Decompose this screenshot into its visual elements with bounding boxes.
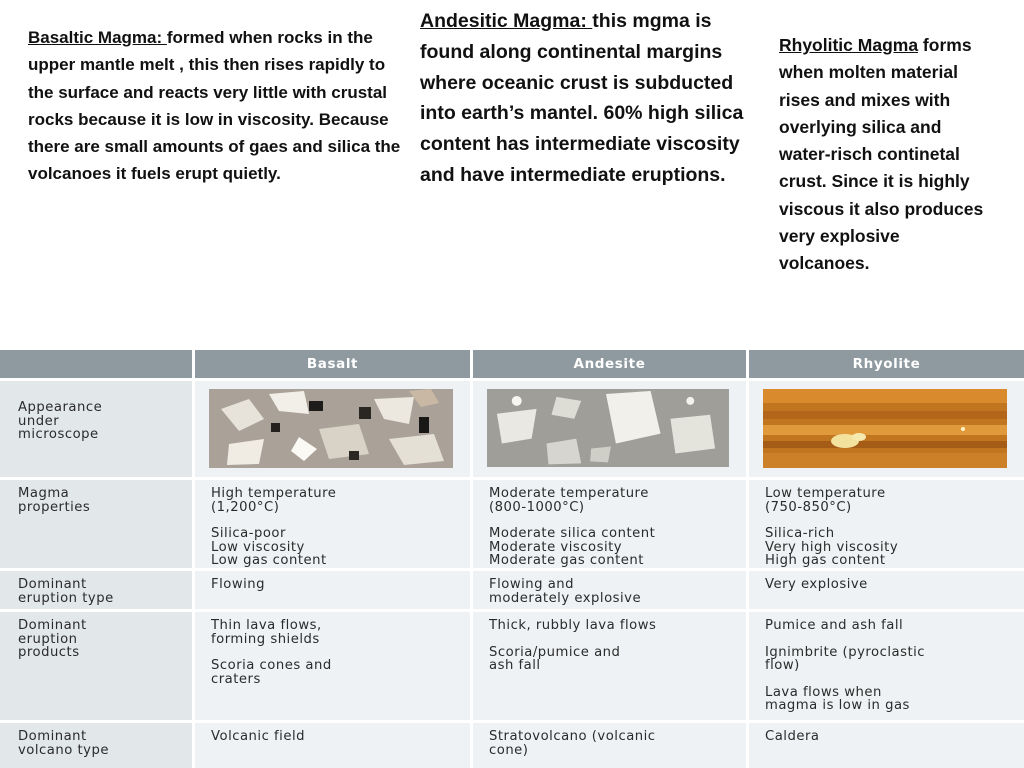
- value-line: Lava flows when: [765, 684, 882, 700]
- value-line: Moderate temperature: [489, 486, 649, 501]
- row-label-eruption-products: [0, 612, 192, 720]
- andesite-properties: [473, 480, 746, 568]
- rhyolite-properties: [749, 480, 1024, 568]
- value-line: High temperature: [211, 486, 337, 501]
- andesite-micrograph-cell: [473, 381, 746, 477]
- label-line: eruption: [18, 631, 78, 647]
- andesitic-magma-note: [420, 6, 755, 191]
- value-line: Very explosive: [765, 577, 868, 592]
- value-line: forming shields: [211, 631, 320, 647]
- rhyolite-micrograph-cell: [749, 381, 1024, 477]
- value-line: Stratovolcano (volcanic: [489, 729, 656, 744]
- basaltic-magma-text: formed when rocks in the upper mantle melt , this then rises rapidly to the surface and reacts very little with crustal rocks because it is low in viscosity. Because there are small amounts of gaes and silica the volcanoes it fuels erupt quietly.: [28, 28, 401, 184]
- label-line: Appearance: [18, 400, 103, 415]
- value-line: Low viscosity: [211, 539, 305, 555]
- value-line: Volcanic field: [211, 729, 305, 744]
- value-line: moderately explosive: [489, 590, 642, 606]
- label-line: products: [18, 645, 80, 661]
- value-line: Flowing and: [489, 577, 574, 592]
- rhyolite-micrograph-image: [763, 389, 1007, 468]
- value-line: Flowing: [211, 577, 265, 592]
- rhyolite-volcano-type: [749, 723, 1024, 768]
- andesite-volcano-type: [473, 723, 746, 768]
- basalt-eruption-type: [195, 571, 470, 609]
- basalt-micrograph-cell: [195, 381, 470, 477]
- andesite-eruption-products: [473, 612, 746, 720]
- value-line: (750-850°C): [765, 499, 852, 515]
- header-corner: [0, 350, 192, 378]
- label-line: microscope: [18, 427, 99, 443]
- value-line: (800-1000°C): [489, 499, 585, 515]
- label-line: volcano type: [18, 742, 109, 758]
- value-line: (1,200°C): [211, 499, 280, 515]
- value-line: magma is low in gas: [765, 698, 910, 714]
- basalt-volcano-type: [195, 723, 470, 768]
- label-line: eruption type: [18, 590, 114, 606]
- value-line: High gas content: [765, 553, 886, 569]
- value-line: cone): [489, 742, 529, 758]
- value-line: Moderate gas content: [489, 553, 644, 569]
- value-line: flow): [765, 658, 800, 674]
- magma-comparison-table: [0, 350, 1024, 768]
- basalt-properties: [195, 480, 470, 568]
- value-line: Silica-poor: [211, 526, 286, 542]
- rhyolitic-magma-text: forms when molten material rises and mixes with overlying silica and water-risch continetal crust. Since it is highly viscous it also produces very explosive volcanoes.: [779, 35, 984, 274]
- column-header-basalt: Basalt: [195, 350, 470, 378]
- basalt-eruption-products: [195, 612, 470, 720]
- value-line: Moderate silica content: [489, 526, 656, 542]
- andesite-micrograph-image: [487, 389, 729, 467]
- column-header-andesite: Andesite: [473, 350, 746, 378]
- value-line: Pumice and ash fall: [765, 618, 904, 633]
- value-line: Caldera: [765, 729, 820, 744]
- andesitic-magma-heading: Andesitic Magma:: [420, 10, 593, 32]
- basaltic-magma-note: [28, 24, 403, 188]
- row-label-volcano-type: [0, 723, 192, 768]
- basaltic-magma-heading: Basaltic Magma:: [28, 28, 167, 47]
- andesite-eruption-type: [473, 571, 746, 609]
- row-label-properties: [0, 480, 192, 568]
- value-line: Scoria cones and: [211, 658, 332, 674]
- basalt-micrograph-image: [209, 389, 453, 468]
- label-line: Dominant: [18, 729, 87, 744]
- label-line: under: [18, 413, 60, 429]
- label-line: Dominant: [18, 577, 87, 592]
- rhyolitic-magma-heading: Rhyolitic Magma: [779, 35, 919, 55]
- andesitic-magma-text: this mgma is found along continental margins where oceanic crust is subducted into earth’s mantel. 60% high silica content has intermediate viscosity and have intermediate eruptions.: [420, 10, 744, 186]
- value-line: ash fall: [489, 658, 541, 674]
- value-line: Scoria/pumice and: [489, 644, 621, 660]
- value-line: Ignimbrite (pyroclastic: [765, 644, 926, 660]
- value-line: Low temperature: [765, 486, 886, 501]
- label-line: Dominant: [18, 618, 87, 633]
- value-line: Moderate viscosity: [489, 539, 623, 555]
- rhyolite-eruption-type: [749, 571, 1024, 609]
- rhyolite-eruption-products: [749, 612, 1024, 720]
- column-header-rhyolite: Rhyolite: [749, 350, 1024, 378]
- label-line: properties: [18, 499, 91, 515]
- row-label-eruption-type: [0, 571, 192, 609]
- value-line: craters: [211, 671, 261, 687]
- value-line: Very high viscosity: [765, 539, 899, 555]
- value-line: Thin lava flows,: [211, 618, 322, 633]
- value-line: Silica-rich: [765, 526, 835, 542]
- rhyolitic-magma-note: [779, 32, 994, 278]
- value-line: Thick, rubbly lava flows: [489, 618, 657, 633]
- row-label-appearance: [0, 381, 192, 477]
- value-line: Low gas content: [211, 553, 327, 569]
- label-line: Magma: [18, 486, 70, 501]
